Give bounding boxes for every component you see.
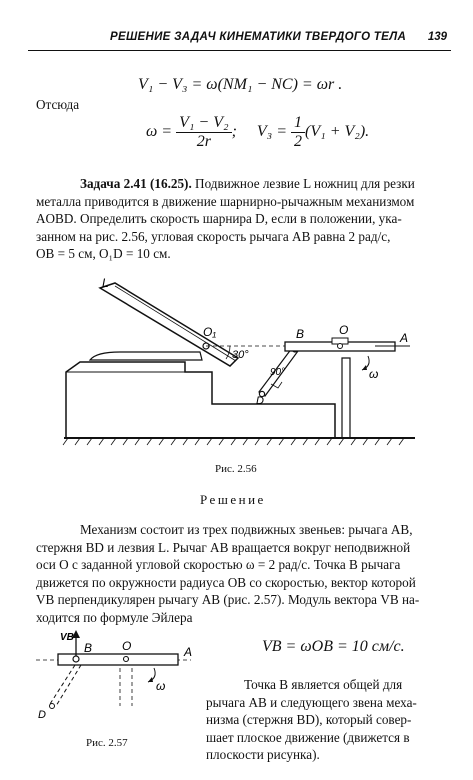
label-d: D (256, 395, 264, 407)
hinge-b-small (73, 656, 79, 662)
problem-line: занном на рис. 2.56, угловая скорость рычага AB равна 2 рад/с, (36, 228, 391, 244)
equation-separator: ; (231, 123, 237, 141)
point-line: шает плоское движение (движется в (206, 729, 410, 745)
problem-line: Подвижное лезвие L ножниц для резки (195, 176, 415, 191)
header-title: РЕШЕНИЕ ЗАДАЧ КИНЕМАТИКИ ТВЕРДОГО ТЕЛА (110, 31, 407, 43)
point-b-paragraph (206, 676, 442, 764)
machine-base (66, 362, 335, 438)
omega-numerator: V₁ − V₂ (176, 114, 231, 133)
hinge-d-small (50, 704, 55, 709)
page-number: 139 (427, 31, 447, 43)
label-angle-90: 90° (270, 367, 286, 378)
label-a-small: A (184, 645, 193, 659)
point-line: низма (стержня BD), который совер- (206, 712, 412, 728)
point-line: Точка B является общей для (244, 677, 403, 692)
label-o1: O₁ (203, 325, 217, 339)
point-line: рычага AB и следующего звена меха- (206, 694, 417, 710)
v3-lhs: V₃ = (256, 123, 288, 141)
label-b: B (296, 327, 305, 341)
solution-heading: Решение (200, 492, 266, 507)
solution-line: оси O с заданной угловой скоростью ω = 2 рад/с. Точка B рычага (36, 557, 401, 573)
otsyuda-word: Отсюда (36, 97, 80, 112)
equation-omega-v3 (146, 114, 369, 151)
label-d-small: D (38, 709, 46, 721)
solution-line: движется по окружности радиуса OB со скоростью, вектор которой (36, 574, 416, 590)
rod-bd-dashed (50, 665, 75, 704)
figure-2-56-caption: Рис. 2.56 (215, 463, 257, 475)
label-b-small: B (84, 641, 93, 655)
solution-line: ходится по формуле Эйлера (36, 609, 193, 625)
figure-2-57-caption: Рис. 2.57 (86, 737, 128, 749)
label-o: O (339, 323, 349, 337)
v3-rest: (V₁ + V₂). (305, 123, 370, 141)
equation-vb: VB = ωOB = 10 см/с. (262, 638, 405, 655)
half-fraction (291, 114, 305, 151)
ground-hatching (63, 438, 404, 445)
axis-o-small (124, 657, 129, 662)
point-line: плоскости рисунка). (206, 747, 320, 763)
problem-label: Задача 2.41 (16.25). (80, 176, 192, 191)
label-o-small: O (122, 639, 132, 653)
axis-o (338, 344, 343, 349)
support-column (342, 358, 350, 438)
problem-line: металла приводится в движение шарнирно-рычажным механизмом (36, 193, 415, 209)
label-omega-small: ω (156, 679, 166, 693)
omega-lhs: ω = (146, 123, 173, 141)
solution-paragraph (36, 521, 442, 627)
omega-denominator: 2r (196, 133, 211, 150)
running-header (28, 28, 451, 51)
label-l: L (102, 278, 109, 290)
figure-2-57 (36, 628, 206, 728)
solution-line: Механизм состоит из трех подвижных звеньев: рычага AB, (80, 522, 413, 537)
fixed-blade (90, 352, 202, 360)
half-numerator: 1 (291, 114, 305, 133)
solution-line: стержня BD и лезвия L. Рычаг AB вращается вокруг неподвижной (36, 539, 411, 555)
equation-velocity-difference: V₁ − V₃ = ω(NM₁ − NC) = ωr . (138, 76, 343, 93)
problem-statement (36, 175, 442, 263)
label-omega: ω (369, 367, 379, 381)
label-vb: VB (60, 632, 74, 643)
label-a: A (400, 331, 409, 345)
half-denominator: 2 (294, 133, 303, 150)
figure-2-56 (60, 278, 420, 448)
problem-line: OB = 5 см, O₁D = 10 см. (36, 246, 171, 262)
problem-line: AOBD. Определить скорость шарнира D, если в положении, ука- (36, 211, 402, 227)
label-angle-30: 30° (232, 349, 249, 361)
omega-fraction (176, 114, 231, 151)
solution-line: VB перпендикулярен рычагу AB (рис. 2.57). Модуль вектора VB на- (36, 592, 420, 608)
